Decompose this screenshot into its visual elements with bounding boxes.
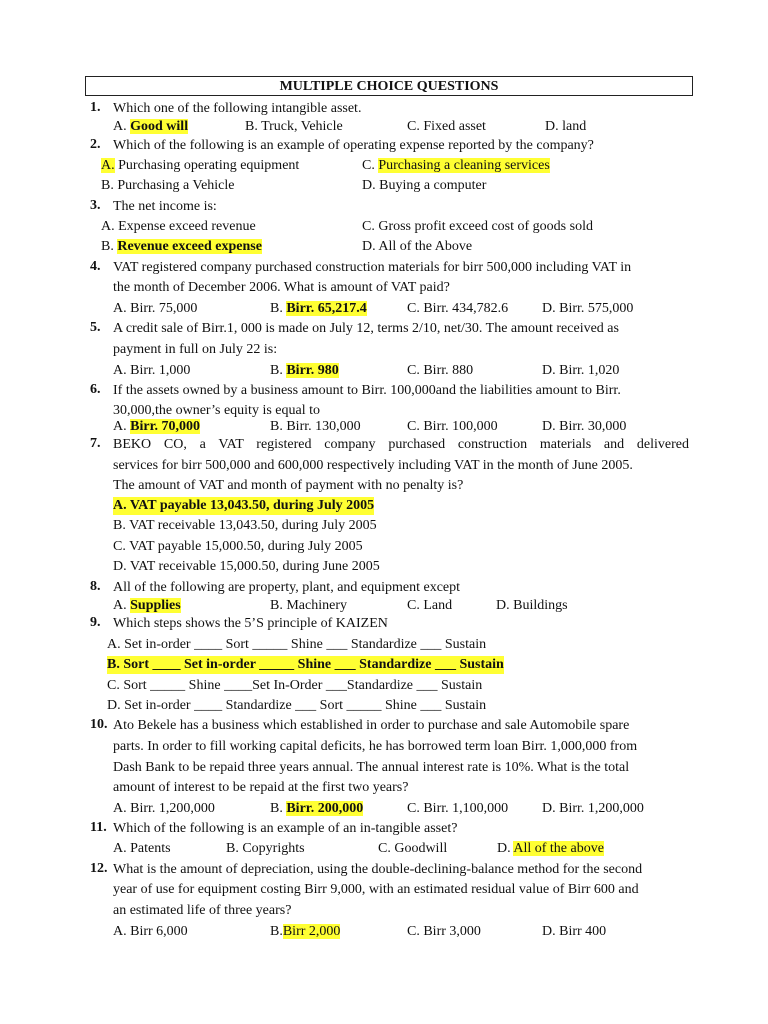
- q9-option-b: B. Sort ____ Set in-order _____ Shine ___ Standardize ___ Sustain: [107, 657, 504, 672]
- q3-number: 3.: [90, 198, 101, 213]
- q11-option-a: A. Patents: [113, 841, 171, 856]
- q1-option-c: C. Fixed asset: [407, 119, 486, 134]
- q2-option-d: D. Buying a computer: [362, 178, 487, 193]
- document-title: MULTIPLE CHOICE QUESTIONS: [85, 76, 693, 96]
- q8-number: 8.: [90, 579, 101, 594]
- q11-option-c: C. Goodwill: [378, 841, 448, 856]
- q5-number: 5.: [90, 320, 101, 335]
- q10-option-d: D. Birr. 1,200,000: [542, 801, 644, 816]
- q10-text-line1: Ato Bekele has a business which established in order to purchase and sale Automobile spare: [113, 718, 630, 733]
- q6-option-d: D. Birr. 30,000: [542, 419, 627, 434]
- q7-option-d: D. VAT receivable 15,000.50, during June 2005: [113, 559, 380, 574]
- q3-option-d: D. All of the Above: [362, 239, 473, 254]
- q4-option-a: A. Birr. 75,000: [113, 301, 198, 316]
- q4-option-c: C. Birr. 434,782.6: [407, 301, 509, 316]
- q9-option-a: A. Set in-order ____ Sort _____ Shine ___ Standardize ___ Sustain: [107, 637, 487, 652]
- q8-option-a: A. Supplies: [113, 598, 181, 613]
- q7-text-line2: services for birr 500,000 and 600,000 respectively including VAT in the month of June 2005.: [113, 458, 633, 473]
- q2-option-b: B. Purchasing a Vehicle: [101, 178, 235, 193]
- q12-text-line1: What is the amount of depreciation, using the double-declining-balance method for the second: [113, 862, 643, 877]
- q4-option-b: B. Birr. 65,217.4: [270, 301, 367, 316]
- q1-number: 1.: [90, 100, 101, 115]
- q12-number: 12.: [90, 861, 108, 876]
- q10-option-a: A. Birr. 1,200,000: [113, 801, 215, 816]
- q12-text-line3: an estimated life of three years?: [113, 903, 292, 918]
- q1-option-d: D. land: [545, 119, 587, 134]
- q5-option-d: D. Birr. 1,020: [542, 363, 620, 378]
- q11-number: 11.: [90, 820, 107, 835]
- q12-option-c: C. Birr 3,000: [407, 924, 481, 939]
- q6-text-line2: 30,000,the owner’s equity is equal to: [113, 403, 320, 418]
- q2-option-a: A. Purchasing operating equipment: [101, 158, 300, 173]
- q12-option-a: A. Birr 6,000: [113, 924, 188, 939]
- q4-number: 4.: [90, 259, 101, 274]
- q10-text-line3: Dash Bank to be repaid three years annual. The annual interest rate is 10%. What is the total: [113, 760, 630, 775]
- q2-number: 2.: [90, 137, 101, 152]
- q7-option-a: A. VAT payable 13,043.50, during July 2005: [113, 498, 375, 513]
- q7-option-b: B. VAT receivable 13,043.50, during July 2005: [113, 518, 377, 533]
- q6-number: 6.: [90, 382, 101, 397]
- q7-option-c: C. VAT payable 15,000.50, during July 2005: [113, 539, 363, 554]
- q7-text-line3: The amount of VAT and month of payment with no penalty is?: [113, 478, 464, 493]
- q12-text-line2: year of use for equipment costing Birr 9,000, with an estimated residual value of Birr 600 and: [113, 882, 639, 897]
- q2-option-c: C. Purchasing a cleaning services: [362, 158, 550, 173]
- q5-option-a: A. Birr. 1,000: [113, 363, 191, 378]
- q7-text-line1: BEKO CO, a VAT registered company purchased construction materials and delivered: [113, 437, 689, 452]
- q1-option-a: A. Good will: [113, 119, 189, 134]
- q4-text-line2: the month of December 2006. What is amount of VAT paid?: [113, 280, 450, 295]
- q5-text-line1: A credit sale of Birr.1, 000 is made on July 12, terms 2/10, net/30. The amount received as: [113, 321, 619, 336]
- q10-option-b: B. Birr. 200,000: [270, 801, 364, 816]
- q10-option-c: C. Birr. 1,100,000: [407, 801, 509, 816]
- q4-text-line1: VAT registered company purchased construction materials for birr 500,000 including VAT in: [113, 260, 632, 275]
- q11-option-b: B. Copyrights: [226, 841, 305, 856]
- q10-text-line2: parts. In order to fill working capital deficits, he has borrowed term loan Birr. 1,000,000 from: [113, 739, 638, 754]
- q1-option-b: B. Truck, Vehicle: [245, 119, 343, 134]
- q8-option-b: B. Machinery: [270, 598, 347, 613]
- q1-text: Which one of the following intangible asset.: [113, 101, 362, 116]
- q9-option-d: D. Set in-order ____ Standardize ___ Sort _____ Shine ___ Sustain: [107, 698, 487, 713]
- q12-option-b: B.Birr 2,000: [270, 924, 341, 939]
- q8-option-c: C. Land: [407, 598, 453, 613]
- q9-text: Which steps shows the 5’S principle of KAIZEN: [113, 616, 388, 631]
- q8-option-d: D. Buildings: [496, 598, 568, 613]
- q10-number: 10.: [90, 717, 108, 732]
- q3-text: The net income is:: [113, 199, 217, 214]
- q8-text: All of the following are property, plant, and equipment except: [113, 580, 461, 595]
- q10-text-line4: amount of interest to be repaid at the first two years?: [113, 780, 409, 795]
- q5-option-b: B. Birr. 980: [270, 363, 339, 378]
- q12-option-d: D. Birr 400: [542, 924, 607, 939]
- q9-number: 9.: [90, 615, 101, 630]
- q11-text: Which of the following is an example of an in-tangible asset?: [113, 821, 458, 836]
- q6-option-a: A. Birr. 70,000: [113, 419, 200, 434]
- q4-option-d: D. Birr. 575,000: [542, 301, 634, 316]
- q6-text-line1: If the assets owned by a business amount to Birr. 100,000and the liabilities amount to Birr.: [113, 383, 621, 398]
- q3-option-a: A. Expense exceed revenue: [101, 219, 256, 234]
- q6-option-b: B. Birr. 130,000: [270, 419, 361, 434]
- q6-option-c: C. Birr. 100,000: [407, 419, 498, 434]
- q3-option-b: B. Revenue exceed expense: [101, 239, 262, 254]
- q11-option-d: D. All of the above: [497, 841, 604, 856]
- q5-option-c: C. Birr. 880: [407, 363, 474, 378]
- q7-number: 7.: [90, 436, 101, 451]
- q9-option-c: C. Sort _____ Shine ____Set In-Order ___Standardize ___ Sustain: [107, 678, 483, 693]
- q3-option-c: C. Gross profit exceed cost of goods sold: [362, 219, 593, 234]
- q2-text: Which of the following is an example of operating expense reported by the company?: [113, 138, 594, 153]
- q5-text-line2: payment in full on July 22 is:: [113, 342, 278, 357]
